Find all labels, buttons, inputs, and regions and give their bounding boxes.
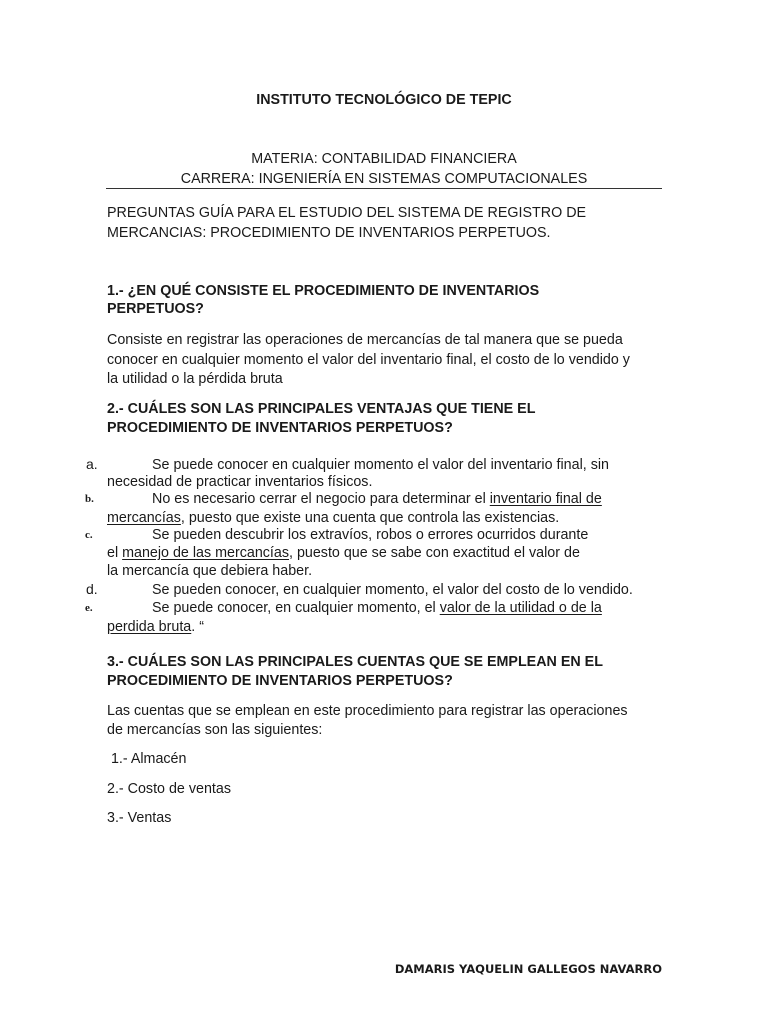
answer-3-line-1: Las cuentas que se emplean en este procedimiento para registrar las operaciones — [107, 703, 628, 719]
advantage-e-line-1: Se puede conocer, en cualquier momento, el valor de la utilidad o de la — [152, 600, 602, 616]
advantage-a-line-2: necesidad de practicar inventarios físicos. — [107, 474, 373, 490]
advantage-e-line-2: perdida bruta. “ — [107, 619, 204, 635]
account-item-1: 1.- Almacén — [107, 751, 187, 767]
advantage-a-line-1: Se puede conocer en cualquier momento el valor del inventario final, sin — [152, 457, 609, 473]
advantage-c-line-1: Se pueden descubrir los extravíos, robos o errores ocurridos durante — [152, 527, 589, 543]
question-2-line-2: PROCEDIMIENTO DE INVENTARIOS PERPETUOS? — [107, 420, 453, 436]
answer-1-line-1: Consiste en registrar las operaciones de mercancías de tal manera que se pueda — [107, 332, 623, 348]
question-3-line-2: PROCEDIMIENTO DE INVENTARIOS PERPETUOS? — [107, 673, 453, 689]
question-1-line-1: 1.- ¿EN QUÉ CONSISTE EL PROCEDIMIENTO DE INVENTARIOS — [107, 283, 540, 299]
account-item-2: 2.- Costo de ventas — [107, 781, 231, 797]
author-name: DAMARIS YAQUELIN GALLEGOS NAVARRO — [394, 962, 662, 976]
answer-3-line-2: de mercancías son las siguientes: — [107, 722, 323, 738]
advantage-c-line-2: el manejo de las mercancías, puesto que se sabe con exactitud el valor de — [107, 545, 580, 561]
list-marker-a: a. — [86, 456, 98, 472]
header-divider — [106, 188, 662, 189]
question-1-line-2: PERPETUOS? — [107, 301, 204, 317]
answer-1-line-3: la utilidad o la pérdida bruta — [107, 371, 283, 387]
subject-line: MATERIA: CONTABILIDAD FINANCIERA — [251, 151, 517, 167]
institution-title: INSTITUTO TECNOLÓGICO DE TEPIC — [256, 92, 512, 108]
list-marker-d: d. — [86, 581, 98, 597]
list-marker-c: c. — [85, 529, 93, 541]
intro-line-2: MERCANCIAS: PROCEDIMIENTO DE INVENTARIOS PERPETUOS. — [107, 225, 551, 241]
advantage-b-line-1: No es necesario cerrar el negocio para determinar el inventario final de — [152, 491, 602, 507]
answer-1-line-2: conocer en cualquier momento el valor del inventario final, el costo de lo vendido y — [107, 352, 630, 368]
advantage-d-line-1: Se pueden conocer, en cualquier momento, el valor del costo de lo vendido. — [152, 582, 633, 598]
intro-line-1: PREGUNTAS GUÍA PARA EL ESTUDIO DEL SISTEMA DE REGISTRO DE — [107, 205, 587, 221]
question-3-line-1: 3.- CUÁLES SON LAS PRINCIPALES CUENTAS QUE SE EMPLEAN EN EL — [107, 654, 603, 670]
career-line: CARRERA: INGENIERÍA EN SISTEMAS COMPUTACIONALES — [180, 171, 588, 187]
list-marker-b: b. — [85, 493, 94, 505]
account-item-3: 3.- Ventas — [107, 810, 172, 826]
advantage-b-line-2: mercancías, puesto que existe una cuenta que controla las existencias. — [107, 510, 560, 526]
advantage-c-line-3: la mercancía que debiera haber. — [107, 563, 313, 579]
list-marker-e: e. — [85, 602, 93, 614]
question-2-line-1: 2.- CUÁLES SON LAS PRINCIPALES VENTAJAS QUE TIENE EL — [107, 401, 536, 417]
